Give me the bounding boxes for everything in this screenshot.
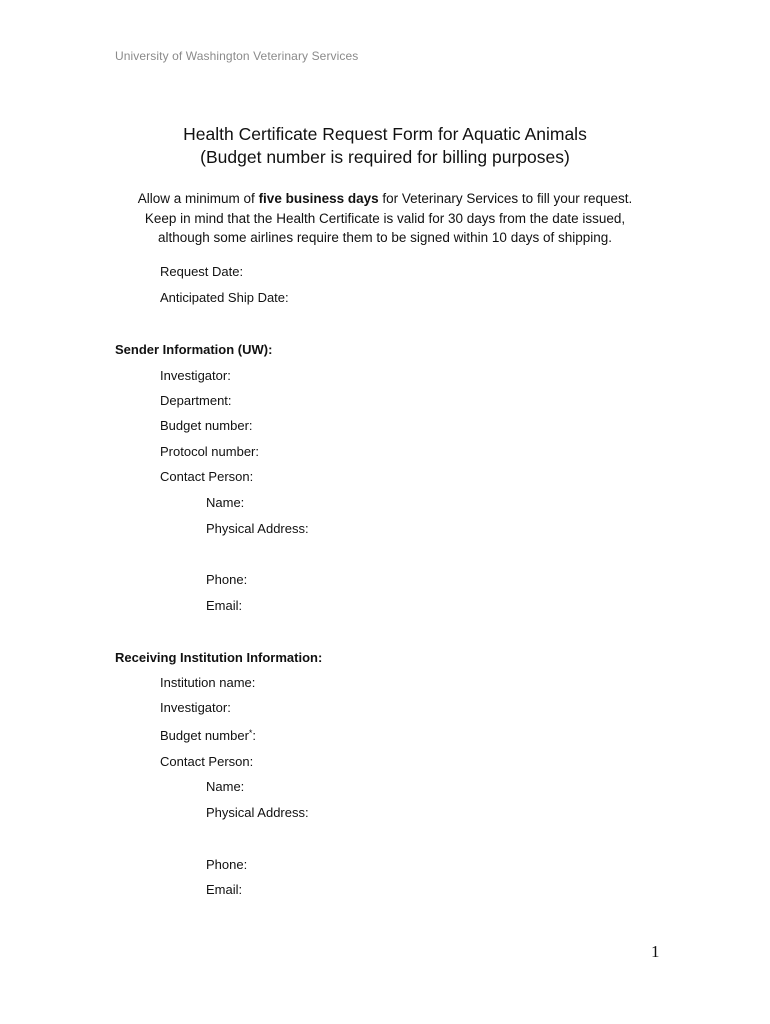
receiving-heading: Receiving Institution Information: [115, 650, 323, 665]
intro-line-2: Keep in mind that the Health Certificate is valid for 30 days from the date issued, [144, 210, 626, 226]
sender-protocol-label: Protocol number: [160, 444, 259, 459]
sender-name-label: Name: [206, 495, 245, 510]
receiving-email-label: Email: [206, 882, 243, 897]
ship-date-label: Anticipated Ship Date: [160, 290, 289, 305]
header-organization: University of Washington Veterinary Services [115, 49, 359, 63]
intro-post: for Veterinary Services to fill your request. [378, 191, 633, 206]
receiving-investigator-label: Investigator: [160, 700, 231, 715]
sender-email-label: Email: [206, 598, 243, 613]
form-subtitle: (Budget number is required for billing purposes) [200, 147, 570, 167]
receiving-budget-colon: : [252, 728, 257, 743]
receiving-phone-label: Phone: [206, 857, 248, 872]
sender-budget-label: Budget number: [160, 418, 253, 433]
receiving-budget-text: Budget number [160, 728, 249, 743]
intro-line-1 [0, 189, 770, 209]
intro-line-3: although some airlines require them to be signed within 10 days of shipping. [157, 230, 613, 245]
required-asterisk: * [248, 728, 253, 738]
intro-pre: Allow a minimum of [137, 191, 259, 206]
sender-investigator-label: Investigator: [160, 368, 231, 383]
sender-phone-label: Phone: [206, 572, 248, 587]
request-date-label: Request Date: [160, 264, 244, 279]
receiving-name-label: Name: [206, 779, 245, 794]
receiving-institution-label: Institution name: [160, 675, 256, 690]
sender-address-label: Physical Address: [206, 521, 309, 536]
form-title: Health Certificate Request Form for Aquatic Animals [183, 124, 587, 144]
receiving-contact-label: Contact Person: [160, 754, 254, 769]
sender-heading: Sender Information (UW): [115, 342, 273, 357]
intro-bold: five business days [258, 191, 379, 206]
sender-contact-label: Contact Person: [160, 469, 254, 484]
receiving-budget-label [160, 728, 256, 743]
intro-paragraph [0, 189, 770, 248]
page-number: 1 [651, 942, 660, 961]
receiving-address-label: Physical Address: [206, 805, 309, 820]
sender-department-label: Department: [160, 393, 232, 408]
